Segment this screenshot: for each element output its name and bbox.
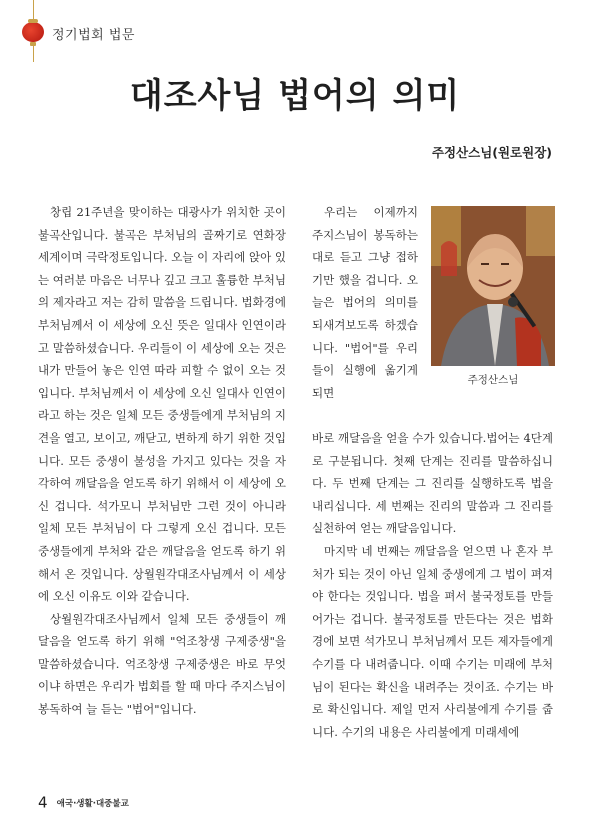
page-footer bbox=[38, 792, 129, 812]
monk-photo bbox=[431, 206, 555, 366]
page-title: 대조사님 법어의 의미 bbox=[129, 76, 461, 116]
left-column bbox=[38, 201, 286, 721]
paragraph: 바로 깨달음을 얻을 수가 있습니다.법어는 4단계로 구분됩니다. 첫째 단계는 진리를 말씀하십니다. 두 번째 단계는 그 진리를 실행하도록 법을 내리십니다. 세 번째는 진리의 말씀과 그 진리를 실천하여 얻는 깨달음입니다. bbox=[312, 431, 553, 536]
paragraph: 상월원각대조사님께서 일체 모든 중생들이 깨달음을 얻도록 하기 위해 "억조창생 구제중생"을 말씀하셨습니다. 억조창생 구제중생은 바로 무엇이냐 하면은 우리가 법회를 할 때 마다 주지스님이 봉독하여 늘 듣는 "법어"입니다. bbox=[38, 611, 286, 717]
paragraph: 마지막 네 번째는 깨달음을 얻으면 나 혼자 부처가 되는 것이 아닌 일체 중생에게 그 법이 펴져야 한다는 것입니다. 법을 펴서 불국정토를 만들어가는 겁니다. 불국정토를 만든다는 것은 법화경에 보면 석가모니 부처님께서 모든 제자들에게 수기를 다 내려줍니다. 이때 수기는 미래에 부처님이 된다는 확신을 내려주는 것이죠. 수기는 바로 확신입니다. 제일 먼저 사리불에게 수기를 줍니다. 수기의 내용은 사리불에게 미래세에 bbox=[312, 543, 553, 739]
photo-caption: 주정산스님 bbox=[467, 374, 519, 386]
author-byline: 주정산스님(원로원장) bbox=[431, 145, 552, 160]
paragraph: 창립 21주년을 맞이하는 대광사가 위치한 곳이 불곡산입니다. 불곡은 부처님의 골짜기로 연화장 세계이며 극락정토입니다. 오늘 이 자리에 앉아 있는 여러분 마음은 너무나 깊고 크고 훌륭한 부처님의 제자라고 저는 감히 말씀을 드립니다. 법화경에 부처님께서 이 세상에 오신 뜻은 일대사 인연이라고 말씀하셨습니다. 우리들이 이 세상에 오는 것은 내가 만들어 놓은 인연 따라 피할 수 없이 오는 것입니다. 부처님께서 이 세상에 오신 일대사 인연이라고 하는 것은 일체 모든 중생들에게 부처님의 지견을 열고, 보이고, 깨닫고, 변하게 하기 위한 것입니다. 모든 중생이 불성을 가지고 있다는 것을 자각하여 깨달음을 얻도록 하기 위해서 이 세상에 오신 겁니다. 석가모니 부처님만 그런 것이 아니라 일체 모든 부처님이 다 그렇게 오신 겁니다. 모든 중생들에게 부처와 같은 깨달음을 얻도록 하기 위해서 온 것입니다. 상월원각대조사님께서 이 세상에 오신 이유도 이와 같습니다. bbox=[38, 205, 286, 604]
right-column-top bbox=[312, 201, 418, 404]
lantern-icon bbox=[22, 22, 44, 42]
footer-slogan: 애국·생활·대중불교 bbox=[56, 798, 129, 809]
paragraph: 우리는 이제까지 주지스님이 봉독하는 대로 듣고 그냥 접하기만 했을 겁니다. 오늘은 법어의 의미를 되새겨보도록 하겠습니다. "법어"를 우리들이 실행에 옮기게 되면 bbox=[312, 205, 418, 400]
section-label: 정기법회 법문 bbox=[52, 28, 135, 43]
right-column-bottom bbox=[312, 427, 553, 743]
page-number: 4 bbox=[38, 793, 48, 812]
